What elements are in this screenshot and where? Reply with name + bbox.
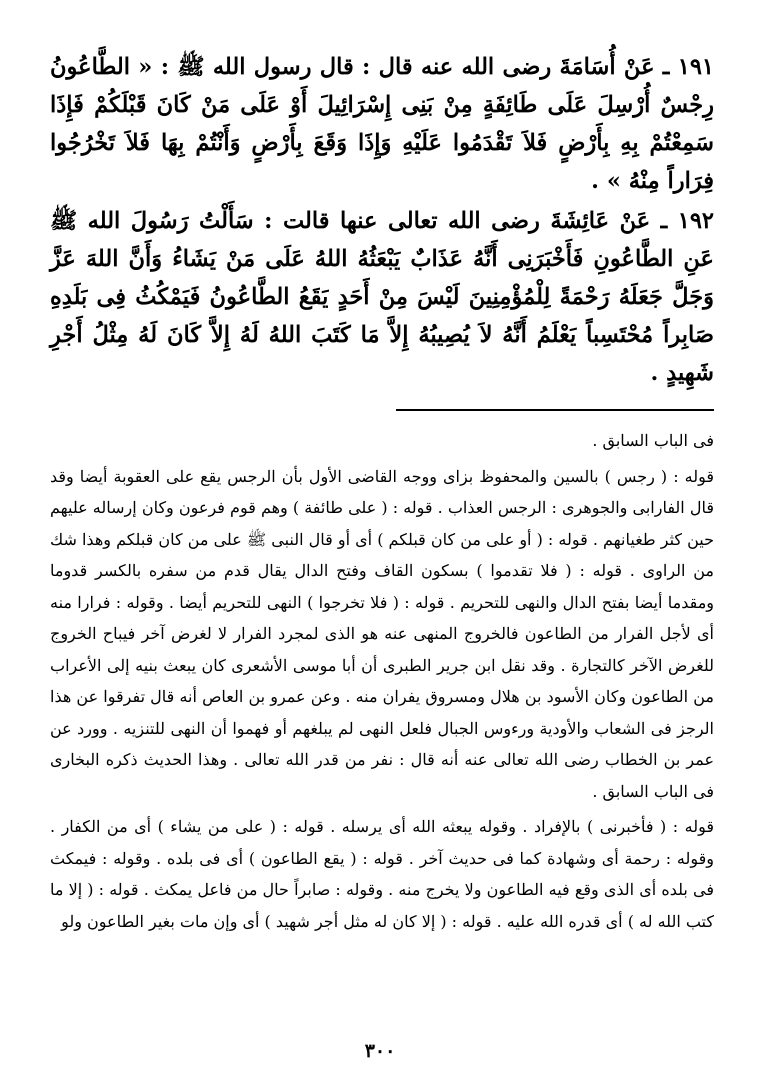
commentary-paragraph: قوله : ( فأخبرنى ) بالإفراد . وقوله يبعثه الله أى يرسله . قوله : ( على من يشاء ) أى من الكفار . وقوله : رحمة أى وشهادة كما فى حديث آخر . قوله : ( يقع الطاعون ) أى فى بلده . وقوله : فيمكث فى بلده أى الذى وقع فيه الطاعون ولا يخرج منه . وقوله : صابراً حال من فاعل يمكث . قوله : ( إلا ما كتب الله له ) أى قدره الله عليه . قوله : ( إلا كان له مثل أجر شهيد ) أى وإن مات بغير الطاعون ولو (50, 817, 715, 931)
commentary-paragraph: قوله : ( رجس ) بالسين والمحفوظ بزاى ووجه القاضى الأول بأن الرجس يقع على العقوبة أيضا وقد قال الفارابى والجوهرى : الرجس العذاب . قوله : ( على طائفة ) وهم قوم فرعون وكان إرساله عليهم حين كثر طغيانهم . قوله : ( أو على من كان قبلكم ) أى أو قال النبى ﷺ على من كان قبلكم وهذا شك من الراوى . قوله : ( فلا تقدموا ) بسكون القاف وفتح الدال يقال قدم من سفره بالكسر قدوما ومقدما أيضا بفتح الدال والنهى للتحريم . قوله : ( فلا تخرجوا ) النهى للتحريم أيضا . وقوله : فرارا منه أى لأجل الفرار من الطاعون فالخروج المنهى عنه هو الذى لمجرد الفرار لا لغرض آخر فيباح الخروج للغرض الآخر كالتجارة . وقد نقل ابن جرير الطبرى أن أبا موسى الأشعرى كان يبعث بنيه إلى الأعراب من الطاعون وكان الأسود بن هلال ومسروق يفران منه . وعن عمرو بن العاص أنه قال تفرقوا عن هذا الرجز فى الشعاب والأودية ورءوس الجبال فلعل النهى لم يبلغهم أو فهموا أن النهى للتنزيه . وورد عن عمر بن الخطاب رضى الله تعالى عنه أنه قال : نفر من قدر الله تعالى . وهذا الحديث ذكره البخارى فى الباب السابق . (50, 466, 715, 801)
hadith-192: ١٩٢ ـ عَنْ عَائِشَةَ رضى الله تعالى عنها قالت : سَأَلْتُ رَسُولَ الله ﷺ عَنِ الطَّاعُونِ فَأَخْبَرَنِى أَنَّهُ عَذَابٌ يَبْعَثُهُ اللهُ عَلَى مَنْ يَشَاءُ وَأَنَّ اللهَ عَزَّ وَجَلَّ جَعَلَهُ رَحْمَةً لِلْمُؤْمِنِينَ لَيْسَ مِنْ أَحَدٍ يَقَعُ الطَّاعُونُ فَيَمْكُثُ فِى بَلَدِهِ صَابِراً مُحْتَسِباً يَعْلَمُ أَنَّهُ لاَ يُصِيبُهُ إِلاَّ مَا كَتَبَ اللهُ لَهُ إِلاَّ كَانَ لَهُ مِثْلُ أَجْرِ شَهِيدٍ . (50, 208, 714, 386)
hadith-block (50, 48, 714, 392)
page-number: ٣٠٠ (364, 1040, 396, 1062)
hadith-191: ١٩١ ـ عَنْ أُسَامَةَ رضى الله عنه قال : قال رسول الله ﷺ : « الطَّاعُونُ رِجْسٌ أُرْسِلَ عَلَى طَائِفَةٍ مِنْ بَنِى إِسْرَائِيلَ أَوْ عَلَى مَنْ كَانَ قَبْلَكُمْ فَإِذَا سَمِعْتُمْ بِهِ بِأَرْضٍ فَلاَ تَقْدَمُوا عَلَيْهِ وَإِذَا وَقَعَ بِأَرْضٍ وَأَنْتُمْ بِهَا فَلاَ تَخْرُجُوا فِرَاراً مِنْهُ » . (50, 54, 714, 194)
commentary-paragraph: فى الباب السابق . (592, 431, 714, 450)
commentary-block (50, 425, 714, 937)
footnote-divider (396, 409, 714, 411)
